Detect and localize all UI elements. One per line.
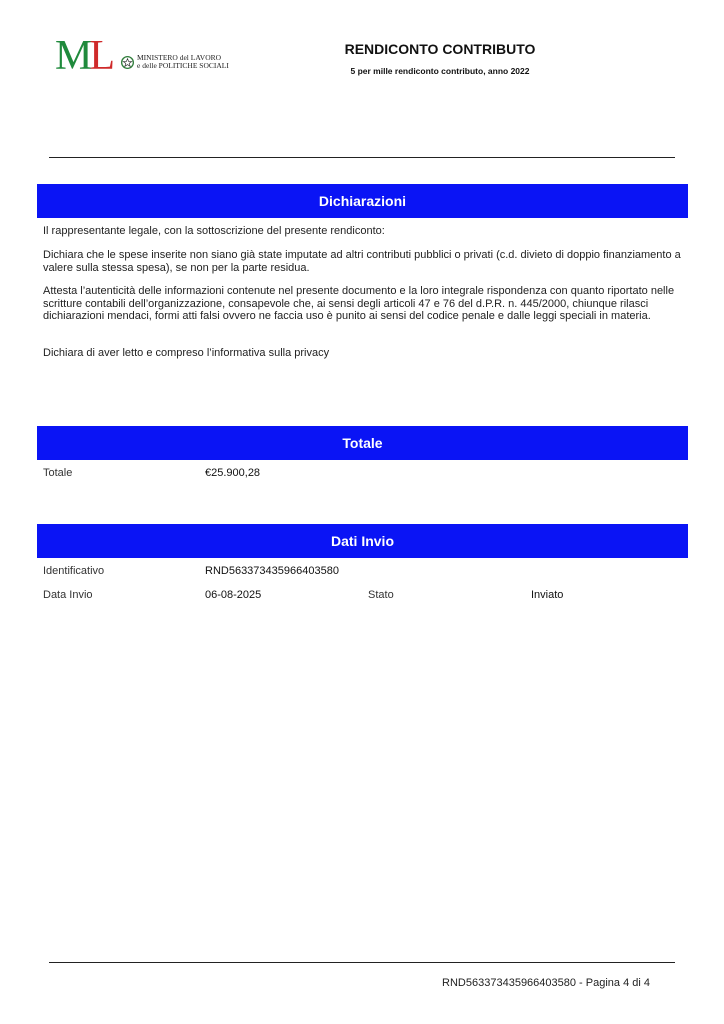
footer-page-info: RND563373435966403580 - Pagina 4 di 4 [442, 977, 650, 989]
ministry-logo [55, 33, 230, 79]
stato-label: Stato [368, 589, 394, 601]
italian-republic-emblem-icon [121, 56, 134, 69]
ministry-name-line2: e delle POLITICHE SOCIALI [137, 61, 229, 70]
data-invio-value: 06-08-2025 [205, 589, 262, 601]
header-divider [49, 157, 675, 158]
stato-value: Inviato [531, 589, 564, 601]
totale-label: Totale [43, 467, 73, 479]
dichiarazioni-intro: Il rappresentante legale, con la sottoscrizione del presente rendiconto: [43, 225, 385, 237]
data-invio-label: Data Invio [43, 589, 93, 601]
dichiarazione-privacy: Dichiara di aver letto e compreso l’informativa sulla privacy [43, 347, 330, 359]
identificativo-label: Identificativo [43, 565, 105, 577]
footer-divider [49, 962, 675, 963]
dichiarazione-doppio-finanziamento: Dichiara che le spese inserite non siano già state imputate ad altri contributi pubblici o privati (c.d. divieto di doppio finanziamento a valere sulla stessa spesa), se non per la parte residua. [43, 249, 681, 274]
identificativo-value: RND563373435966403580 [205, 565, 339, 577]
document-subtitle: 5 per mille rendiconto contributo, anno 2022 [350, 66, 530, 76]
ministry-name-line1: MINISTERO del LAVORO [137, 53, 222, 62]
section-header-dichiarazioni: Dichiarazioni [37, 184, 688, 218]
document-title: RENDICONTO CONTRIBUTO [344, 41, 536, 57]
ministry-name [137, 54, 229, 70]
section-header-dati-invio: Dati Invio [37, 524, 688, 558]
section-header-totale: Totale [37, 426, 688, 460]
totale-value: €25.900,28 [205, 467, 261, 479]
dichiarazione-autenticita: Attesta l’autenticità delle informazioni contenute nel presente documento e la loro integrale rispondenza con quanto riportato nelle scritture contabili dell’organizzazione, consapevole che, ai sensi degli articoli 47 e 76 del d.P.R. n. 445/2000, chiunque rilasci dichiarazioni mendaci, formi atti falsi ovvero ne faccia uso è punito ai sensi del codice penale e dalle leggi speciali in materia. [43, 285, 675, 322]
logo-letters: ML [55, 33, 113, 79]
